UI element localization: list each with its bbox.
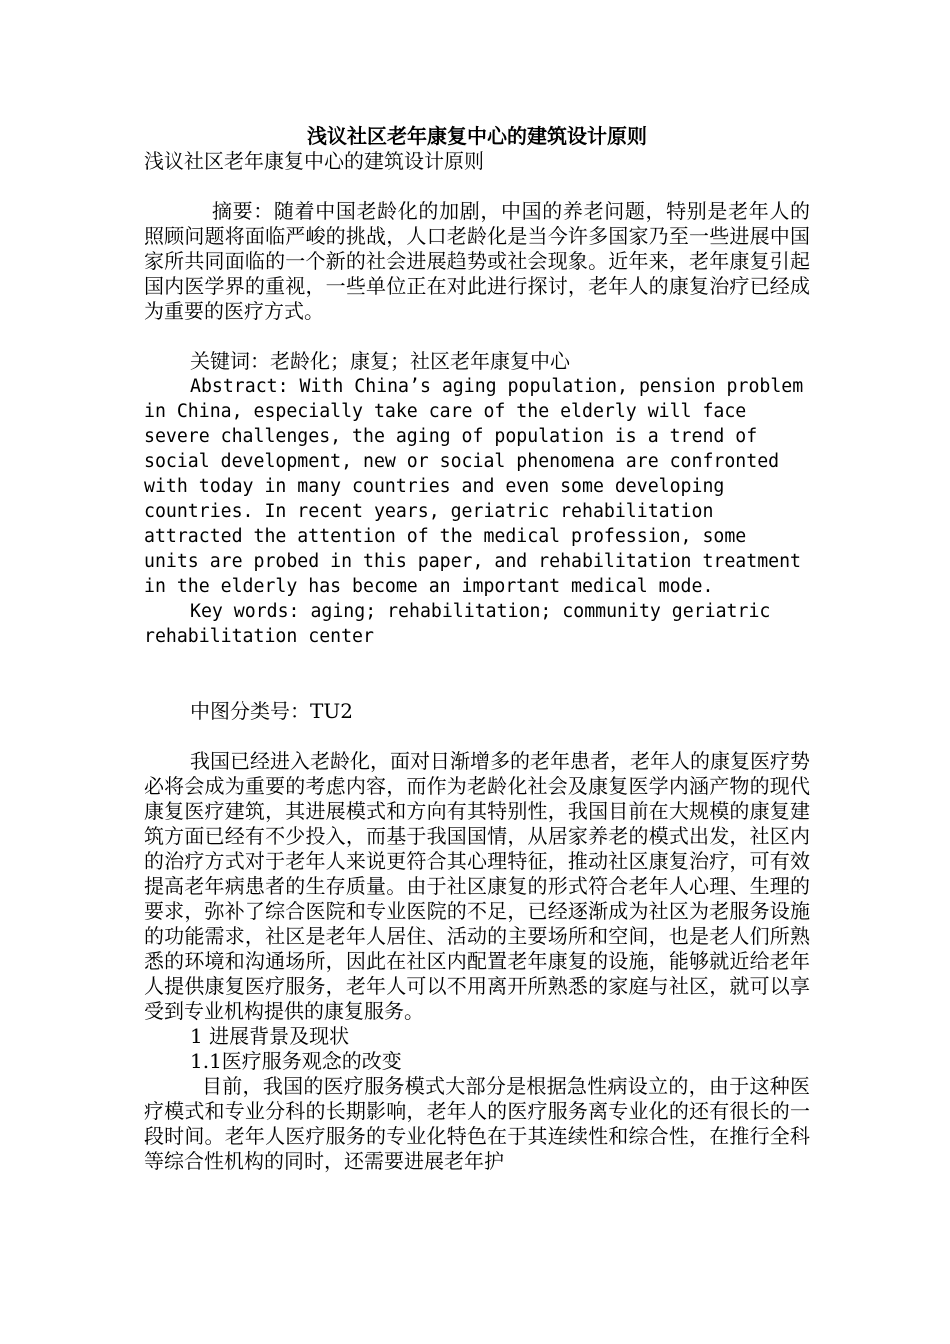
section-heading-1: 1 进展背景及现状	[190, 1024, 350, 1048]
body-paragraph-1: 我国已经进入老龄化，面对日渐增多的老年患者，老年人的康复医疗势必将会成为重要的考虑内容，而作为老龄化社会及康复医学内涵产物的现代康复医疗建筑，其进展模式和方向有其特别性，我国目前在大规模的康复建筑方面已经有不少投入，而基于我国国情，从居家养老的模式出发，社区内的治疗方式对于老年人来说更符合其心理特征，推动社区康复治疗，可有效提高老年病患者的生存质量。由于社区康复的形式符合老年人心理、生理的要求，弥补了综合医院和专业医院的不足，已经逐渐成为社区为老服务设施的功能需求，社区是老年人居住、活动的主要场所和空间，也是老人们所熟悉的环境和沟通场所，因此在社区内配置老年康复的设施，能够就近给老年人提供康复医疗服务，老年人可以不用离开所熟悉的家庭与社区，就可以享受到专业机构提供的康复服务。	[144, 749, 810, 1023]
abstract-en: Abstract: With China’s aging population, pension problem in China, especially take care of the elderly will face severe challenges, the aging of population is a trend of social development, new or social phenomena are confronted with today in many countries and even some developing countries. In recent years, geriatric rehabilitation attracted the attention of the medical profession, some units are probed in this paper, and rehabilitation treatment in the elderly has become an important medical mode.	[144, 376, 804, 597]
spacer	[144, 174, 810, 199]
classification-number: 中图分类号：TU2	[190, 699, 353, 723]
keywords-en: Key words: aging; rehabilitation; community geriatric rehabilitation center	[144, 601, 771, 647]
body-paragraph-2: 目前，我国的医疗服务模式大部分是根据急性病设立的，由于这种医疗模式和专业分科的长期影响，老年人的医疗服务离专业化的还有很长的一段时间。老年人医疗服务的专业化特色在于其连续性和综合性，在推行全科等综合性机构的同时，还需要进展老年护	[144, 1074, 810, 1173]
document-body	[144, 124, 810, 1174]
document-subtitle: 浅议社区老年康复中心的建筑设计原则	[144, 149, 484, 173]
section-heading-1-1: 1.1医疗服务观念的改变	[190, 1049, 402, 1073]
spacer	[144, 649, 810, 699]
keywords-cn: 关键词：老龄化；康复；社区老年康复中心	[190, 349, 570, 373]
spacer	[144, 724, 810, 749]
spacer	[144, 324, 810, 349]
abstract-cn: 摘要：随着中国老龄化的加剧，中国的养老问题，特别是老年人的照顾问题将面临严峻的挑战，人口老龄化是当今许多国家乃至一些进展中国家所共同面临的一个新的社会进展趋势或社会现象。近年来，老年康复引起国内医学界的重视，一些单位正在对此进行探讨，老年人的康复治疗已经成为重要的医疗方式。	[144, 199, 810, 323]
document-title: 浅议社区老年康复中心的建筑设计原则	[307, 124, 647, 148]
